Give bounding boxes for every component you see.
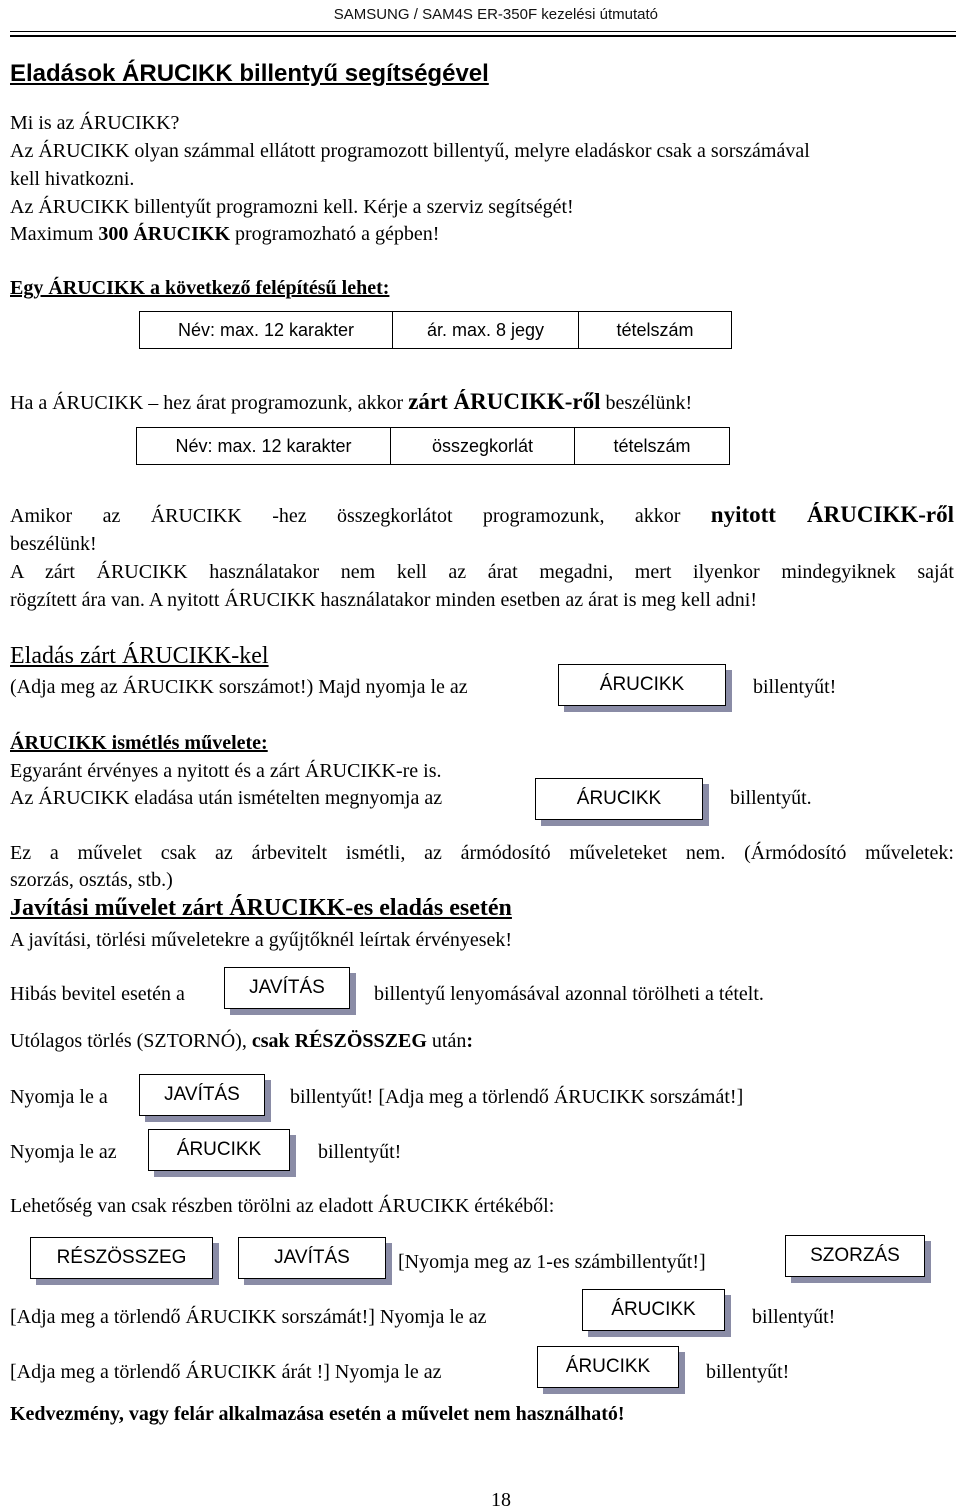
- javitas-key: JAVÍTÁS: [139, 1074, 265, 1116]
- correction-heading: Javítási művelet zárt ÁRUCIKK-es eladás esetén: [10, 895, 512, 921]
- table-cell-limit: összegkorlát: [391, 428, 575, 464]
- repeat-line-1: Egyaránt érvényes a nyitott és a zárt ÁRUCIKK-re is.: [10, 760, 442, 782]
- table-cell-name: Név: max. 12 karakter: [140, 312, 393, 348]
- javitas-key: JAVÍTÁS: [224, 967, 350, 1009]
- repeat-after: billentyűt.: [730, 787, 812, 809]
- page-number: 18: [491, 1489, 511, 1511]
- arucikk-key: ÁRUCIKK: [535, 778, 703, 820]
- table-cell-price: ár. max. 8 jegy: [393, 312, 579, 348]
- intro-line-1: Mi is az ÁRUCIKK?: [10, 112, 180, 134]
- section-title: Eladások ÁRUCIKK billentyű segítségével: [10, 60, 489, 87]
- step1-after: billentyűt! [Adja meg a törlendő ÁRUCIKK sorszámát!]: [290, 1086, 744, 1108]
- partial-line-a-after: billentyűt!: [752, 1306, 836, 1328]
- intro-line-3: kell hivatkozni.: [10, 168, 135, 190]
- repeat-line-2: Az ÁRUCIKK eladása után ismételten megnyomja az: [10, 787, 443, 809]
- closed-definition: Ha a ÁRUCIKK – hez árat programozunk, akkor zárt ÁRUCIKK-ről beszélünk!: [10, 389, 693, 414]
- partial-line-b-after: billentyűt!: [706, 1361, 790, 1383]
- javitas-key: JAVÍTÁS: [238, 1237, 386, 1279]
- repeat-heading: ÁRUCIKK ismétlés művelete:: [10, 732, 268, 754]
- arucikk-key: ÁRUCIKK: [582, 1289, 725, 1331]
- error-entry-after: billentyű lenyomásával azonnal törölheti a tételt.: [374, 983, 764, 1005]
- step1-text: Nyomja le a: [10, 1086, 108, 1108]
- partial-void-text: Lehetőség van csak részben törölni az eladott ÁRUCIKK értékéből:: [10, 1195, 555, 1217]
- intro-line-5: Maximum 300 ÁRUCIKK programozható a gépben!: [10, 223, 440, 245]
- header-title: SAMSUNG / SAM4S ER-350F kezelési útmutató: [333, 6, 658, 23]
- partial-line-b: [Adja meg a törlendő ÁRUCIKK árát !] Nyomja le az: [10, 1361, 442, 1383]
- sale-closed-after: billentyűt!: [753, 676, 837, 698]
- szorzas-key: SZORZÁS: [785, 1235, 925, 1277]
- open-definition: Amikor az ÁRUCIKK -hez összegkorlátot programozunk, akkor nyitott ÁRUCIKK-ről: [10, 502, 954, 527]
- arucikk-key: ÁRUCIKK: [537, 1346, 679, 1388]
- correction-intro: A javítási, törlési műveletekre a gyűjtőknél leírtak érvényesek!: [10, 929, 513, 951]
- warning-text: Kedvezmény, vagy felár alkalmazása esetén a művelet nem használható!: [10, 1403, 625, 1425]
- closed-note-line-2: rögzített ára van. A nyitott ÁRUCIKK használatakor minden esetben az árat is meg kell adni!: [10, 589, 757, 611]
- sale-closed-text: (Adja meg az ÁRUCIKK sorszámot!) Majd nyomja le az: [10, 676, 468, 698]
- reszosszeg-key: RÉSZÖSSZEG: [30, 1237, 213, 1279]
- intro-line-4: Az ÁRUCIKK billentyűt programozni kell. Kérje a szerviz segítségét!: [10, 196, 574, 218]
- open-definition-end: beszélünk!: [10, 533, 97, 555]
- arucikk-key: ÁRUCIKK: [558, 664, 726, 706]
- step2-text: Nyomja le az: [10, 1141, 117, 1163]
- error-entry-text: Hibás bevitel esetén a: [10, 983, 185, 1005]
- header-rule-thin: [10, 31, 956, 32]
- repeat-note-line-1: Ez a művelet csak az árbevitelt ismétli, az ármódosító műveleteket nem. (Ármódosító műveletek:: [10, 842, 954, 864]
- partial-line-a: [Adja meg a törlendő ÁRUCIKK sorszámát!] Nyomja le az: [10, 1306, 487, 1328]
- closed-item-structure-table: [139, 311, 732, 349]
- closed-note-line-1: A zárt ÁRUCIKK használatakor nem kell az árat megadni, mert ilyenkor mindegyiknek saját: [10, 561, 954, 583]
- void-line: Utólagos törlés (SZTORNÓ), csak RÉSZÖSSZEG után:: [10, 1030, 474, 1052]
- sale-closed-heading: Eladás zárt ÁRUCIKK-kel: [10, 643, 269, 669]
- seq-instruction: [Nyomja meg az 1-es számbillentyűt!]: [398, 1251, 706, 1273]
- repeat-note-line-2: szorzás, osztás, stb.): [10, 869, 173, 891]
- step2-after: billentyűt!: [318, 1141, 402, 1163]
- table-cell-number: tételszám: [616, 319, 694, 340]
- structure-heading: Egy ÁRUCIKK a következő felépítésű lehet:: [10, 277, 390, 299]
- table-cell-number: tételszám: [613, 435, 691, 456]
- open-item-structure-table: [136, 427, 730, 465]
- intro-line-2: Az ÁRUCIKK olyan számmal ellátott programozott billentyű, melyre eladáskor csak a sorszámával: [10, 140, 810, 162]
- header-rule-thick: [10, 35, 956, 37]
- arucikk-key: ÁRUCIKK: [148, 1129, 290, 1171]
- table-cell-name: Név: max. 12 karakter: [137, 428, 391, 464]
